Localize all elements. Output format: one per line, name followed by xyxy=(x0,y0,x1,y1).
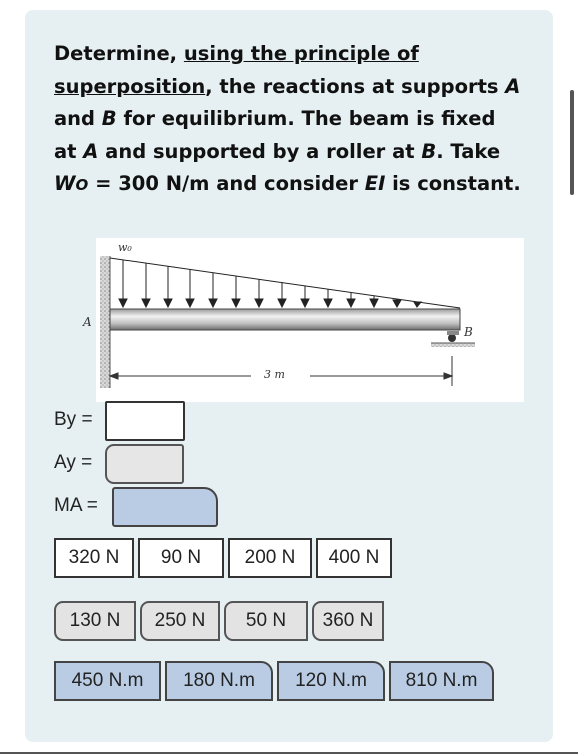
length-label: 3 m xyxy=(264,368,285,381)
fixed-wall xyxy=(100,256,110,388)
option-chip[interactable]: 450 N.m xyxy=(54,661,161,701)
beam xyxy=(110,309,460,330)
option-chip[interactable]: 180 N.m xyxy=(165,661,273,701)
by-answer-box[interactable] xyxy=(105,401,185,441)
ma-answer-box[interactable] xyxy=(112,487,218,527)
option-chip[interactable]: 250 N xyxy=(140,601,220,641)
option-chip[interactable]: 810 N.m xyxy=(389,661,494,701)
by-label: By = xyxy=(54,409,93,430)
options-row-2 xyxy=(54,601,384,641)
question-text: Determine, using the principle of superposition, the reactions at supports A and B for equilibrium. The beam is fixed at A and supported by a roller at B. Take WO = 300 N/m and consider EI is constant. xyxy=(54,42,521,195)
ay-label: Ay = xyxy=(54,452,93,473)
option-chip[interactable]: 120 N.m xyxy=(277,661,385,701)
ay-answer-box[interactable] xyxy=(105,444,184,484)
load-arrows xyxy=(119,260,421,307)
load-label: w₀ xyxy=(118,241,132,254)
option-chip[interactable]: 360 N xyxy=(312,601,384,641)
option-chip[interactable]: 320 N xyxy=(54,538,134,578)
option-chip[interactable]: 130 N xyxy=(54,601,136,641)
bottom-divider xyxy=(0,752,578,754)
beam-diagram xyxy=(83,238,524,402)
option-chip[interactable]: 50 N xyxy=(224,601,308,641)
options-row-1 xyxy=(54,538,392,578)
option-chip[interactable]: 400 N xyxy=(316,538,392,578)
options-row-3 xyxy=(54,661,494,701)
scrollbar[interactable] xyxy=(570,90,574,195)
ma-label: MA = xyxy=(54,495,98,516)
label-b: B xyxy=(464,325,473,339)
option-chip[interactable]: 90 N xyxy=(138,538,224,578)
label-a: A xyxy=(83,315,92,329)
option-chip[interactable]: 200 N xyxy=(228,538,312,578)
beam-figure xyxy=(83,238,524,402)
